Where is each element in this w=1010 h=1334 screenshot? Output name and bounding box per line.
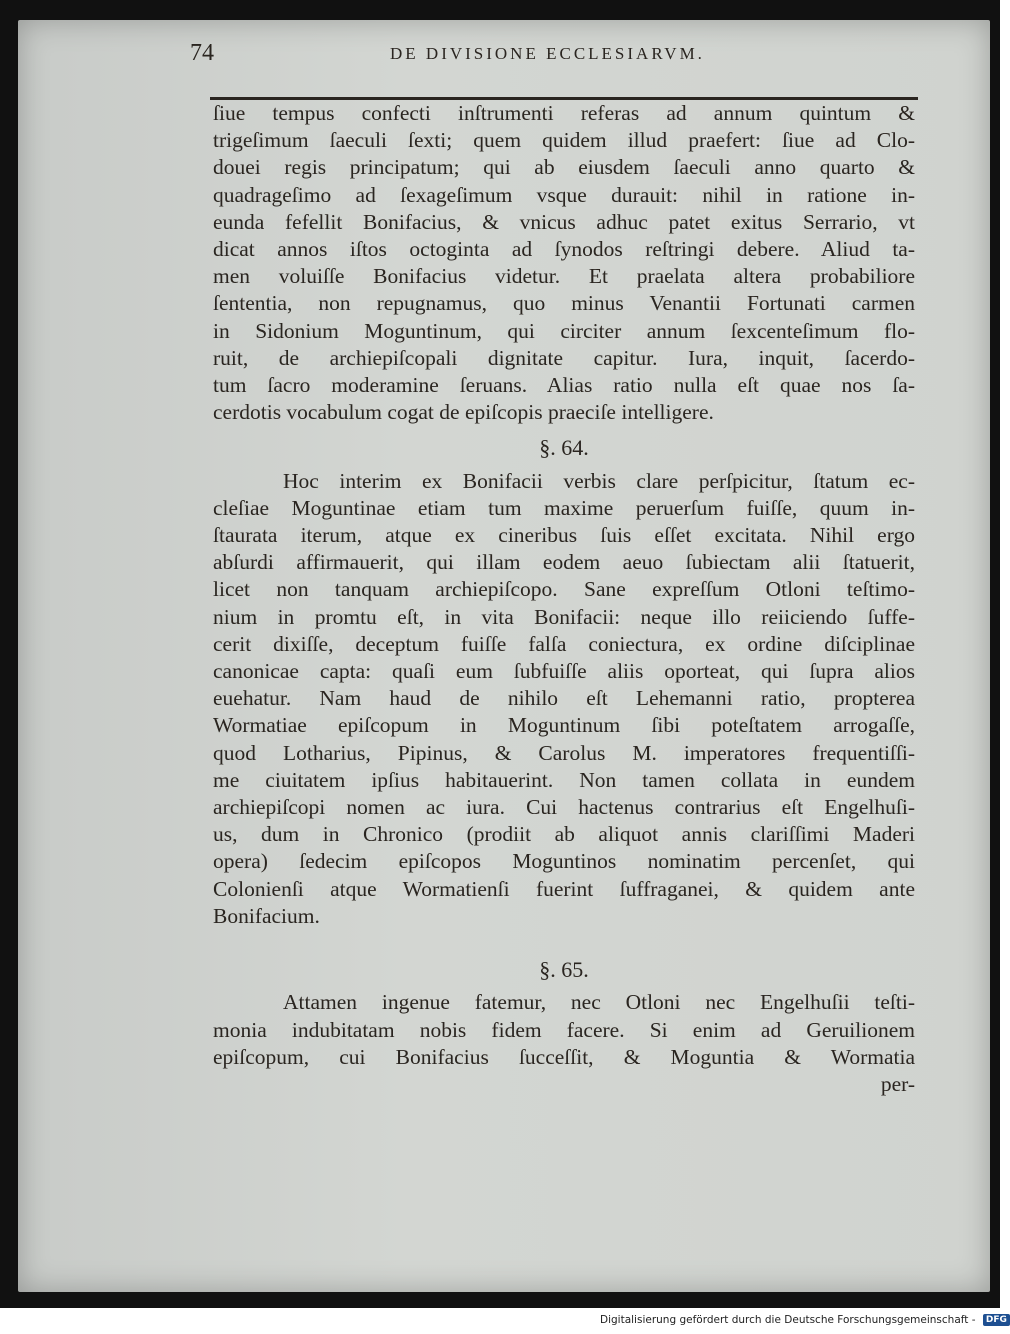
- text-line: quod Lotharius, Pipinus, & Carolus M. imperatores frequentiſſi-: [213, 740, 915, 765]
- section-heading-65: §. 65.: [539, 957, 589, 983]
- digitization-footer: [600, 1314, 1007, 1332]
- text-line: Bonifacium.: [213, 903, 320, 928]
- text-line: quadrageſimo ad ſexageſimum vsque durauit: nihil in ratione in-: [213, 182, 915, 207]
- catchword: per-: [880, 1071, 915, 1096]
- section-heading-64: §. 64.: [539, 435, 589, 461]
- paragraph-2: [213, 468, 915, 930]
- text-line: men voluiſſe Bonifacius videtur. Et praelata altera probabiliore: [213, 264, 915, 289]
- text-line: opera) ſedecim epiſcopos Moguntinos nominatim percenſet, qui: [213, 849, 915, 874]
- text-line: dicat annos iſtos octoginta ad ſynodos reſtringi debere. Aliud ta-: [213, 237, 915, 262]
- text-line: me ciuitatem ipſius habitauerint. Non tamen collata in eundem: [213, 767, 915, 792]
- text-line: trigeſimum ſaeculi ſexti; quem quidem illud praefert: ſiue ad Clo-: [213, 128, 915, 153]
- running-title: DE DIVISIONE ECCLESIARVM.: [390, 44, 705, 63]
- text-line: nium in promtu eſt, in vita Bonifacii: neque illo reiiciendo ſuffe-: [213, 604, 915, 629]
- text-line: ſiue tempus confecti inſtrumenti referas ad annum quintum &: [213, 101, 915, 125]
- text-line: cerdotis vocabulum cogat de epiſcopis praeciſe intelligere.: [213, 400, 714, 425]
- text-line: Colonienſi atque Wormatienſi fuerint ſuffraganei, & quidem ante: [213, 876, 915, 901]
- text-line: douei regis principatum; qui ab eiusdem ſaeculi anno quarto &: [213, 155, 915, 180]
- dfg-logo: DFG: [983, 1314, 1010, 1326]
- text-line: Hoc interim ex Bonifacii verbis clare perſpicitur, ſtatum ec-: [283, 468, 915, 493]
- text-line: in Sidonium Moguntinum, qui circiter annum ſexcenteſimum flo-: [213, 318, 915, 343]
- text-line: cerit dixiſſe, deceptum fuiſſe falſa coniectura, ex ordine diſciplinae: [213, 631, 915, 656]
- text-line: eunda fefellit Bonifacius, & vnicus adhuc patet exitus Serrario, vt: [213, 209, 915, 234]
- paragraph-1: [213, 100, 915, 426]
- text-line: canonicae capta: quaſi eum ſubfuiſſe aliis oporteat, qui ſupra alios: [213, 659, 915, 684]
- text-line: licet non tanquam archiepiſcopo. Sane expreſſum Otloni teſtimo-: [213, 577, 915, 602]
- body-text: [213, 100, 915, 1098]
- text-line: cleſiae Moguntinae etiam tum maxime peruerſum fuiſſe, quum in-: [213, 495, 915, 520]
- text-line: ſententia, non repugnamus, quo minus Venantii Fortunati carmen: [213, 291, 915, 316]
- text-line: archiepiſcopi nomen ac iura. Cui hactenus contrarius eſt Engelhuſi-: [213, 795, 915, 820]
- text-line: ruit, de archiepiſcopali dignitate capitur. Iura, inquit, ſacerdo-: [213, 345, 915, 370]
- footer-credit-text: Digitalisierung gefördert durch die Deutsche Forschungsgemeinschaft -: [600, 1314, 976, 1326]
- text-line: ſtaurata iterum, atque ex cineribus ſuis eſſet excitata. Nihil ergo: [213, 523, 915, 548]
- text-line: us, dum in Chronico (prodiit ab aliquot annis clariſſimi Maderi: [213, 822, 915, 847]
- text-line: epiſcopum, cui Bonifacius ſucceſſit, & Moguntia & Wormatia: [213, 1044, 915, 1069]
- page-number: 74: [190, 40, 214, 66]
- text-line: Attamen ingenue fatemur, nec Otloni nec Engelhuſii teſti-: [283, 990, 915, 1015]
- text-line: euehatur. Nam haud de nihilo eſt Lehemanni ratio, propterea: [213, 686, 915, 711]
- text-line: Wormatiae epiſcopum in Moguntinum ſibi poteſtatem arrogaſſe,: [213, 713, 915, 738]
- page-header: [190, 40, 920, 70]
- paragraph-3: [213, 989, 915, 1071]
- text-line: tum ſacro moderamine ſeruans. Alias ratio nulla eſt quae nos ſa-: [213, 373, 915, 398]
- text-line: monia indubitatam nobis fidem facere. Si enim ad Geruilionem: [213, 1017, 915, 1042]
- text-line: abſurdi affirmauerit, qui illam eodem aeuo ſubiectam alii ſtatuerit,: [213, 550, 915, 575]
